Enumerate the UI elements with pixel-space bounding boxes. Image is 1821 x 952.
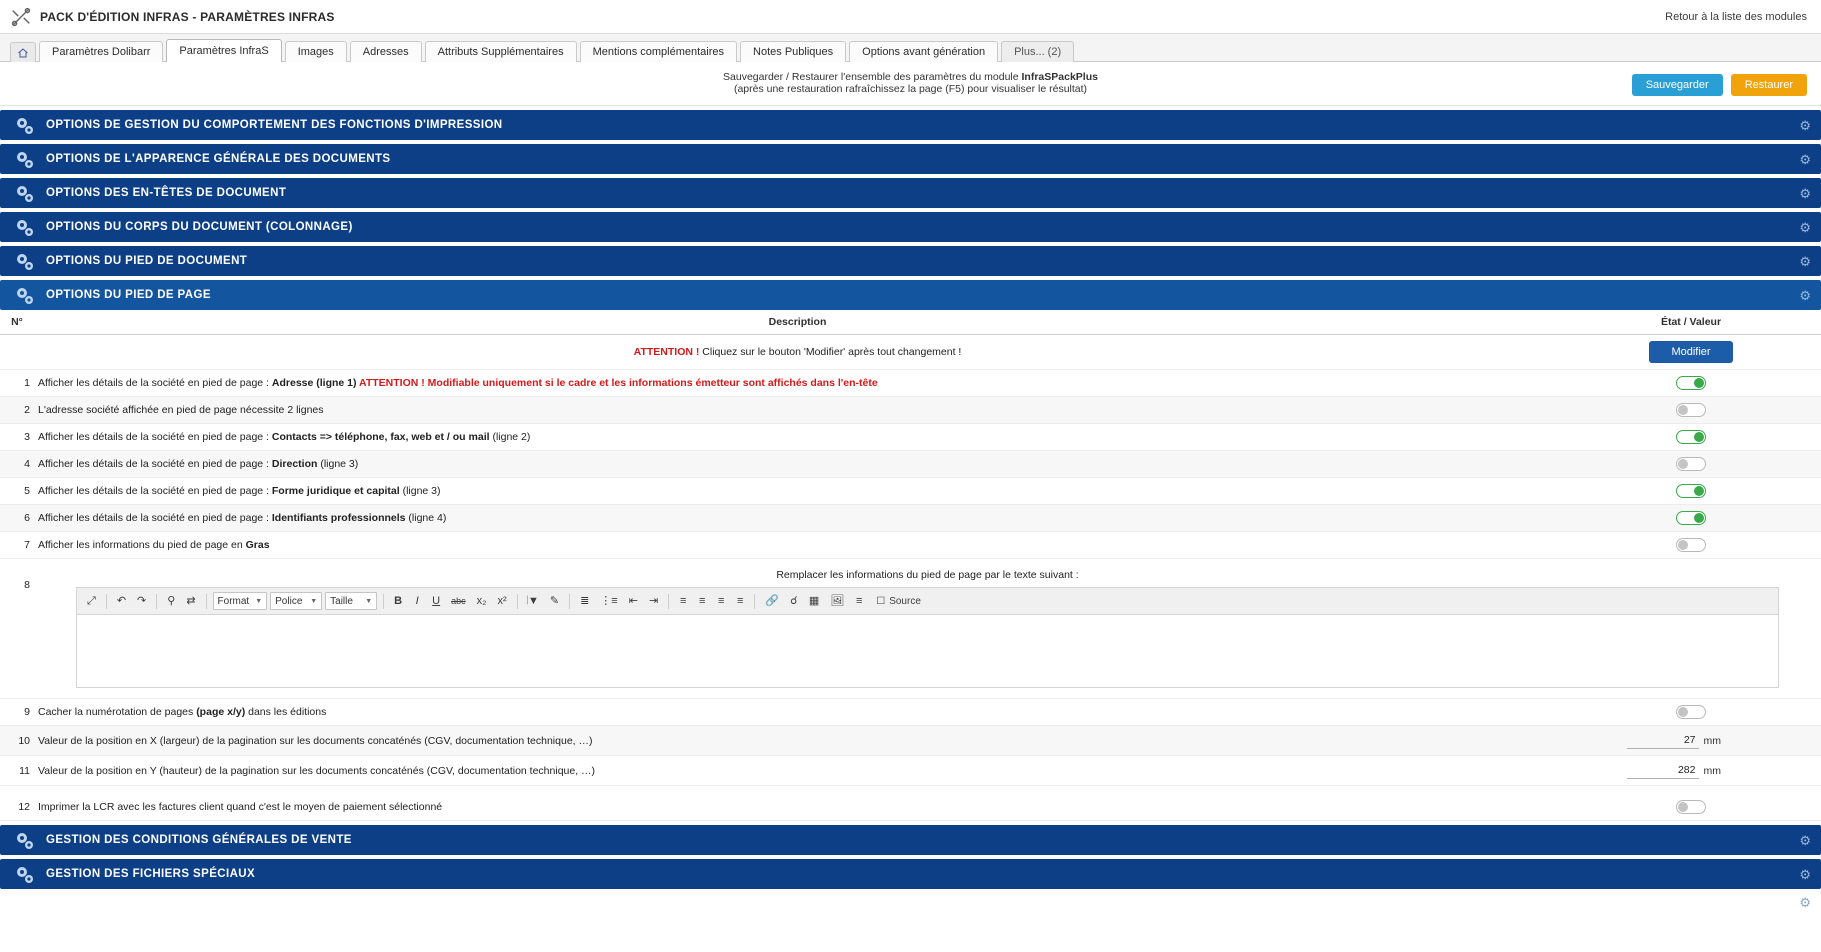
section-title: OPTIONS DU PIED DE DOCUMENT	[46, 255, 248, 267]
row-num: 1	[0, 370, 34, 397]
section-title: OPTIONS DE GESTION DU COMPORTEMENT DES FONCTIONS D'IMPRESSION	[46, 119, 503, 131]
size-select[interactable]	[325, 592, 377, 610]
table-row	[0, 786, 1821, 821]
row-num: 8	[0, 559, 34, 699]
gears-icon	[12, 249, 37, 274]
gear-icon[interactable]: ⚙	[1799, 833, 1811, 848]
desc-bold: Identifiants professionnels	[271, 512, 406, 524]
table-row	[0, 505, 1821, 532]
gear-icon[interactable]: ⚙	[1799, 152, 1811, 167]
find-icon[interactable]: ⚲	[167, 594, 176, 607]
superscript-icon[interactable]: x²	[497, 594, 507, 607]
background-color-icon[interactable]: ✎	[549, 594, 560, 607]
section-apparence-generale[interactable]	[0, 144, 1821, 174]
tab-label: Paramètres Dolibarr	[52, 46, 151, 58]
strikethrough-icon[interactable]: abc	[451, 595, 466, 606]
tools-icon	[8, 4, 34, 30]
gears-icon	[12, 862, 37, 887]
row-value	[1561, 478, 1821, 505]
module-name: InfraSPackPlus	[1021, 71, 1098, 83]
table-row	[0, 424, 1821, 451]
page-title: PACK D'ÉDITION INFRAS - PARAMÈTRES INFRAS	[40, 9, 335, 24]
desc-bold: Contacts => téléphone, fax, web et / ou mail	[271, 431, 490, 443]
row-description: Valeur de la position en Y (hauteur) de la pagination sur les documents concaténés (CGV, documentation technique, …)	[34, 756, 1561, 786]
undo-icon[interactable]: ↶	[116, 594, 127, 607]
desc-text: Afficher les détails de la société en pied de page :	[38, 485, 272, 497]
section-title: OPTIONS DU PIED DE PAGE	[46, 289, 211, 301]
position-y-unit: mm	[1703, 764, 1721, 777]
desc-suffix: (ligne 3)	[317, 458, 359, 470]
align-center-icon[interactable]: ≡	[698, 594, 706, 607]
row-num: 7	[0, 532, 34, 559]
row-num: 3	[0, 424, 34, 451]
bullet-list-icon[interactable]: ⋮≡	[600, 594, 618, 607]
toolbar-separator	[206, 594, 207, 609]
column-header-value: État / Valeur	[1561, 310, 1821, 335]
tab-bar	[0, 34, 1821, 62]
bold-icon[interactable]: B	[394, 594, 403, 607]
toggle-knob	[1678, 802, 1688, 812]
attention-strong: ATTENTION !	[633, 346, 700, 358]
desc-bold: Direction	[271, 458, 318, 470]
row-num	[0, 335, 34, 370]
toggle-knob	[1678, 459, 1688, 469]
position-y-field-wrap	[1565, 762, 1817, 779]
gears-icon	[12, 828, 37, 853]
row-description	[34, 451, 1561, 478]
section-options-impression[interactable]	[0, 110, 1821, 140]
gear-icon[interactable]: ⚙	[1799, 254, 1811, 269]
indent-icon[interactable]: ⇥	[648, 594, 659, 607]
source-label: Source	[889, 595, 921, 607]
row-description	[34, 370, 1561, 397]
toggle-contacts-ligne2[interactable]	[1676, 430, 1706, 444]
toolbar-separator	[383, 594, 384, 609]
image-icon[interactable]: 🖼	[830, 594, 845, 607]
tab-parametres-dolibarr[interactable]	[39, 41, 163, 62]
source-icon: ☐	[876, 595, 886, 607]
table-row	[0, 699, 1821, 726]
column-header-description: Description	[34, 310, 1561, 335]
row-num: 10	[0, 726, 34, 756]
desc-bold: Forme juridique et capital	[271, 485, 400, 497]
section-conditions-generales-vente[interactable]	[0, 825, 1821, 855]
desc-bold: Gras	[245, 539, 270, 551]
tab-options-avant-generation[interactable]	[849, 41, 998, 62]
table-row	[0, 756, 1821, 786]
backup-restore-bar	[0, 62, 1821, 106]
row-value	[1561, 699, 1821, 726]
chevron-down-icon: ▼	[255, 597, 263, 605]
rich-text-editor	[76, 587, 1779, 688]
row-num: 9	[0, 699, 34, 726]
row-description	[34, 397, 1561, 424]
row-value	[1561, 726, 1821, 756]
attention-rest: Cliquez sur le bouton 'Modifier' après tout changement !	[699, 346, 962, 358]
row-value	[1561, 370, 1821, 397]
editor-content-area[interactable]	[77, 615, 1778, 687]
section-title: OPTIONS DES EN-TÊTES DE DOCUMENT	[46, 187, 287, 199]
app-header	[0, 0, 1821, 34]
chevron-down-icon: ▼	[310, 597, 318, 605]
toggle-knob	[1678, 707, 1688, 717]
desc-text: Afficher les détails de la société en pied de page :	[38, 458, 272, 470]
replace-icon[interactable]: ⇄	[186, 594, 196, 607]
toggle-knob	[1694, 378, 1704, 388]
backup-buttons	[1632, 74, 1807, 96]
table-row	[0, 478, 1821, 505]
gears-icon	[12, 113, 37, 138]
toggle-identifiants-professionnels[interactable]	[1676, 511, 1706, 525]
tab-label: Mentions complémentaires	[592, 46, 725, 58]
toggle-cacher-numerotation-pages[interactable]	[1676, 705, 1706, 719]
table-row	[0, 451, 1821, 478]
toggle-knob	[1694, 513, 1704, 523]
desc-warning: ATTENTION ! Modifiable uniquement si le cadre et les informations émetteur sont affichés dans l'en-tête	[356, 377, 878, 389]
align-left-icon[interactable]: ≡	[679, 594, 687, 607]
maximize-icon[interactable]: ⤢	[87, 594, 96, 607]
row-value	[1561, 756, 1821, 786]
row-description	[34, 424, 1561, 451]
footer-gear-icon[interactable]: ⚙	[1799, 895, 1811, 910]
toolbar-separator	[517, 594, 518, 609]
row-num: 4	[0, 451, 34, 478]
toggle-adresse-2-lignes[interactable]	[1676, 403, 1706, 417]
gear-icon[interactable]: ⚙	[1799, 118, 1811, 133]
toolbar-separator	[106, 594, 107, 609]
attention-message	[34, 335, 1561, 370]
italic-icon[interactable]: I	[415, 594, 419, 607]
tab-mentions-complementaires[interactable]	[580, 41, 737, 62]
chevron-down-icon: ▼	[365, 597, 373, 605]
redo-icon[interactable]: ↷	[137, 594, 147, 607]
modifier-button[interactable]: Modifier	[1649, 341, 1732, 363]
table-header-row	[0, 310, 1821, 335]
tab-plus[interactable]	[1001, 41, 1074, 62]
row-value	[1561, 451, 1821, 478]
font-select[interactable]	[270, 592, 322, 610]
row-description	[34, 699, 1561, 726]
desc-suffix: (ligne 2)	[489, 431, 531, 443]
section-fichiers-speciaux[interactable]	[0, 859, 1821, 889]
backup-line-2: (après une restauration rafraîchissez la page (F5) pour visualiser le résultat)	[733, 83, 1088, 95]
tab-label: Plus... (2)	[1014, 46, 1062, 58]
tab-adresses[interactable]	[350, 41, 422, 62]
table-row	[0, 532, 1821, 559]
row-value	[1561, 786, 1821, 821]
gear-icon[interactable]: ⚙	[1799, 220, 1811, 235]
gears-icon	[12, 181, 37, 206]
row-num: 12	[0, 786, 34, 821]
toolbar-separator	[668, 594, 669, 609]
editor-toolbar	[77, 588, 1778, 615]
row-value	[1561, 424, 1821, 451]
table-row	[0, 370, 1821, 397]
size-select-value: Taille	[330, 595, 353, 607]
row-value	[1561, 532, 1821, 559]
row-description: Valeur de la position en X (largeur) de la pagination sur les documents concaténés (CGV, documentation technique, …)	[34, 726, 1561, 756]
row-num: 2	[0, 397, 34, 424]
desc-text: Afficher les détails de la société en pied de page :	[38, 431, 272, 443]
toolbar-separator	[156, 594, 157, 609]
toggle-adresse-ligne1[interactable]	[1676, 376, 1706, 390]
source-button[interactable]	[870, 593, 927, 610]
tab-parametres-infras[interactable]	[166, 39, 281, 62]
desc-text: Afficher les détails de la société en pied de page :	[38, 512, 272, 524]
section-title: GESTION DES FICHIERS SPÉCIAUX	[46, 868, 256, 880]
text-color-icon[interactable]: 𝄀▼	[527, 594, 539, 607]
section-title: OPTIONS DE L'APPARENCE GÉNÉRALE DES DOCUMENTS	[46, 153, 391, 165]
row-description	[34, 505, 1561, 532]
table-row	[0, 726, 1821, 756]
toggle-knob	[1678, 405, 1688, 415]
gear-icon[interactable]: ⚙	[1799, 186, 1811, 201]
tab-label: Attributs Supplémentaires	[437, 46, 564, 58]
toggle-knob	[1678, 540, 1688, 550]
tab-label: Adresses	[362, 46, 409, 58]
position-x-input[interactable]	[1627, 732, 1699, 749]
page-break-icon[interactable]: ≡	[856, 594, 863, 607]
numbered-list-icon[interactable]: ≣	[580, 594, 590, 607]
toolbar-separator	[569, 594, 570, 609]
toggle-imprimer-lcr[interactable]	[1676, 800, 1706, 814]
row-description	[34, 478, 1561, 505]
tab-label: Options avant génération	[862, 46, 986, 58]
table-row	[0, 397, 1821, 424]
toggle-knob	[1694, 432, 1704, 442]
section-en-tetes-document[interactable]	[0, 178, 1821, 208]
row-num: 11	[0, 756, 34, 786]
desc-text: Afficher les détails de la société en pied de page :	[38, 377, 272, 389]
desc-suffix: dans les éditions	[245, 706, 327, 718]
editor-cell	[34, 559, 1821, 699]
section-title: OPTIONS DU CORPS DU DOCUMENT (COLONNAGE)	[46, 221, 353, 233]
table-icon[interactable]: ▦	[808, 594, 820, 607]
modify-button-cell	[1561, 335, 1821, 370]
section-pied-de-page[interactable]	[0, 280, 1821, 310]
desc-text: Afficher les informations du pied de page en	[38, 539, 246, 551]
gears-icon	[12, 283, 37, 308]
align-justify-icon[interactable]: ≡	[736, 594, 744, 607]
row-num: 5	[0, 478, 34, 505]
tab-label: Images	[297, 46, 334, 58]
desc-bold: Adresse (ligne 1)	[271, 377, 357, 389]
backup-line-1	[0, 71, 1821, 83]
sauvegarder-button[interactable]: Sauvegarder	[1632, 74, 1723, 96]
unlink-icon[interactable]: ☌	[790, 594, 798, 607]
back-to-modules-link[interactable]: Retour à la liste des modules	[1665, 10, 1807, 23]
section-corps-document[interactable]	[0, 212, 1821, 242]
align-right-icon[interactable]: ≡	[717, 594, 725, 607]
tab-notes-publiques[interactable]	[740, 41, 846, 62]
gear-icon[interactable]: ⚙	[1799, 867, 1811, 882]
row-value	[1561, 505, 1821, 532]
position-y-input[interactable]	[1627, 762, 1699, 779]
toggle-knob	[1694, 486, 1704, 496]
gear-icon[interactable]: ⚙	[1799, 288, 1811, 303]
section-pied-de-document[interactable]	[0, 246, 1821, 276]
footer-options-table	[0, 310, 1821, 821]
toggle-forme-juridique[interactable]	[1676, 484, 1706, 498]
tab-label: Notes Publiques	[753, 46, 834, 58]
position-x-field-wrap	[1565, 732, 1817, 749]
row-num: 6	[0, 505, 34, 532]
gears-icon	[12, 215, 37, 240]
underline-icon[interactable]: U	[432, 594, 441, 607]
font-select-value: Police	[275, 595, 303, 607]
backup-text-prefix: Sauvegarder / Restaurer l'ensemble des paramètres du module	[723, 71, 1022, 83]
row-description	[34, 532, 1561, 559]
row-description: Imprimer la LCR avec les factures client quand c'est le moyen de paiement sélectionné	[34, 786, 1561, 821]
section-title: GESTION DES CONDITIONS GÉNÉRALES DE VENTE	[46, 834, 352, 846]
restaurer-button[interactable]: Restaurer	[1731, 74, 1807, 96]
subscript-icon[interactable]: x₂	[476, 594, 487, 607]
table-row-editor	[0, 559, 1821, 699]
desc-bold: (page x/y)	[196, 706, 246, 718]
editor-label: Remplacer les informations du pied de page par le texte suivant :	[776, 569, 1079, 581]
attention-row	[0, 335, 1821, 370]
link-icon[interactable]: 🔗	[765, 594, 779, 607]
desc-text: L'adresse société affichée en pied de page nécessite 2 lignes	[38, 404, 324, 416]
desc-text: Cacher la numérotation de pages	[38, 706, 197, 718]
desc-suffix: (ligne 3)	[399, 485, 441, 497]
column-header-num: N°	[0, 310, 34, 335]
tab-images[interactable]	[285, 41, 347, 62]
tab-label: Paramètres InfraS	[179, 45, 269, 57]
home-icon[interactable]	[10, 42, 36, 62]
tab-attributs-supplementaires[interactable]	[425, 41, 577, 62]
toggle-direction-ligne3[interactable]	[1676, 457, 1706, 471]
toggle-pied-de-page-gras[interactable]	[1676, 538, 1706, 552]
gears-icon	[12, 147, 37, 172]
format-select[interactable]	[213, 592, 268, 610]
outdent-icon[interactable]: ⇤	[628, 594, 638, 607]
row-value	[1561, 397, 1821, 424]
position-x-unit: mm	[1703, 734, 1721, 747]
format-select-value: Format	[217, 595, 250, 607]
toolbar-separator	[754, 594, 755, 609]
desc-suffix: (ligne 4)	[405, 512, 447, 524]
